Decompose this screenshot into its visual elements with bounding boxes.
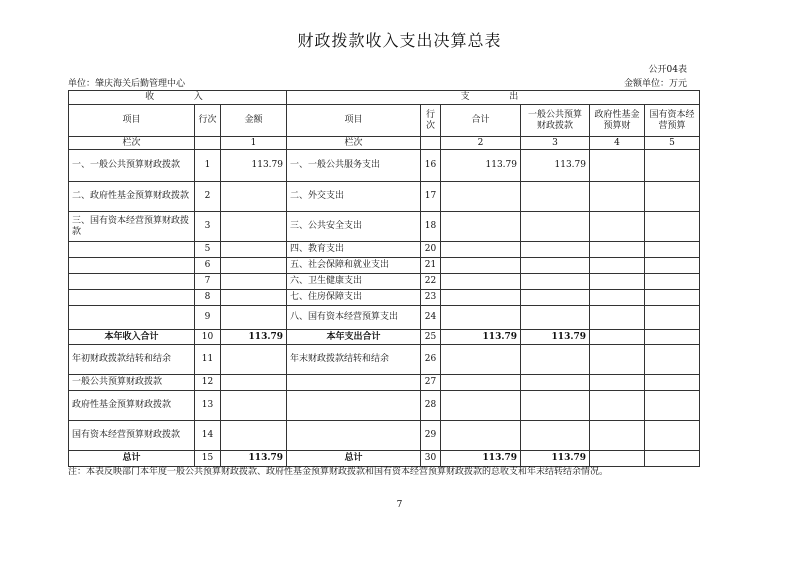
table-row xyxy=(69,306,700,330)
expense-row-no-cell: 30 xyxy=(421,451,441,467)
state-capital-amount-cell xyxy=(645,451,700,467)
expense-total-cell: 113.79 xyxy=(441,330,521,345)
income-item-cell xyxy=(69,306,195,330)
income-item-cell: 二、政府性基金预算财政拨款 xyxy=(69,182,195,212)
income-item-cell xyxy=(69,274,195,290)
expense-item-cell: 六、卫生健康支出 xyxy=(287,274,421,290)
expense-item-cell xyxy=(287,421,421,451)
column-index-label: 栏次 xyxy=(69,137,195,150)
expense-item-cell: 五、社会保障和就业支出 xyxy=(287,258,421,274)
fund-budget-amount-cell xyxy=(590,212,645,242)
expense-total-cell xyxy=(441,345,521,375)
income-amount-cell xyxy=(221,306,287,330)
general-budget-amount-cell xyxy=(521,421,590,451)
expense-total-cell xyxy=(441,391,521,421)
table-row xyxy=(69,330,700,345)
state-capital-amount-cell xyxy=(645,182,700,212)
general-budget-amount-cell xyxy=(521,375,590,391)
fund-budget-amount-cell xyxy=(590,290,645,306)
expense-row-no-cell: 28 xyxy=(421,391,441,421)
income-amount-cell xyxy=(221,290,287,306)
budget-summary-table xyxy=(68,90,700,467)
state-capital-amount-cell xyxy=(645,258,700,274)
fund-budget-amount-cell xyxy=(590,345,645,375)
income-row-no-cell: 9 xyxy=(195,306,221,330)
column-index-cell: 3 xyxy=(521,137,590,150)
income-row-no-cell: 13 xyxy=(195,391,221,421)
footnote: 注：本表反映部门本年度一般公共预算财政拨款、政府性基金预算财政拨款和国有资本经营预算财政拨款的总收支和年末结转结余情况。 xyxy=(68,467,609,477)
table-row xyxy=(69,150,700,182)
general-budget-amount-cell xyxy=(521,212,590,242)
income-item-cell: 国有资本经营预算财政拨款 xyxy=(69,421,195,451)
income-amount-cell xyxy=(221,345,287,375)
income-row-no-cell: 5 xyxy=(195,242,221,258)
general-budget-amount-cell xyxy=(521,274,590,290)
fund-budget-amount-cell xyxy=(590,375,645,391)
reporting-unit: 单位：肇庆海关后勤管理中心 xyxy=(68,79,186,89)
column-index-cell: 5 xyxy=(645,137,700,150)
expense-row-no-cell: 29 xyxy=(421,421,441,451)
income-item-header: 项目 xyxy=(69,105,195,137)
expense-row-no-cell: 26 xyxy=(421,345,441,375)
income-amount-cell xyxy=(221,274,287,290)
table-row xyxy=(69,421,700,451)
total-header: 合计 xyxy=(441,105,521,137)
column-index-row xyxy=(69,137,700,150)
income-amount-cell xyxy=(221,182,287,212)
income-row-no-cell: 7 xyxy=(195,274,221,290)
expense-item-header: 项目 xyxy=(287,105,421,137)
income-amount-cell xyxy=(221,375,287,391)
expense-item-cell: 年末财政拨款结转和结余 xyxy=(287,345,421,375)
expense-row-no-cell: 18 xyxy=(421,212,441,242)
general-budget-amount-cell xyxy=(521,258,590,274)
expense-item-cell: 二、外交支出 xyxy=(287,182,421,212)
expense-row-no-cell: 27 xyxy=(421,375,441,391)
income-row-no-cell: 6 xyxy=(195,258,221,274)
expense-total-cell xyxy=(441,242,521,258)
column-index-label: 栏次 xyxy=(287,137,421,150)
expense-total-cell xyxy=(441,375,521,391)
income-row-no-cell: 15 xyxy=(195,451,221,467)
column-index-cell: 1 xyxy=(221,137,287,150)
general-budget-amount-cell xyxy=(521,391,590,421)
amount-unit: 金额单位：万元 xyxy=(623,79,687,89)
expense-total-cell xyxy=(441,306,521,330)
expense-item-cell: 四、教育支出 xyxy=(287,242,421,258)
fund-budget-amount-cell xyxy=(590,330,645,345)
state-capital-amount-cell xyxy=(645,150,700,182)
expense-total-cell xyxy=(441,212,521,242)
expense-total-cell: 113.79 xyxy=(441,451,521,467)
income-item-cell: 一般公共预算财政拨款 xyxy=(69,375,195,391)
expense-item-cell: 本年支出合计 xyxy=(287,330,421,345)
general-budget-amount-cell xyxy=(521,345,590,375)
form-number: 公开04表 xyxy=(648,65,687,75)
state-capital-amount-cell xyxy=(645,330,700,345)
expense-section-header: 支 出 xyxy=(287,91,700,105)
table-row xyxy=(69,345,700,375)
table-row xyxy=(69,274,700,290)
fund-budget-amount-cell xyxy=(590,182,645,212)
general-budget-amount-cell: 113.79 xyxy=(521,451,590,467)
state-capital-header: 国有资本经营预算 xyxy=(645,105,700,137)
expense-total-cell: 113.79 xyxy=(441,150,521,182)
income-row-no-cell: 3 xyxy=(195,212,221,242)
general-budget-amount-cell xyxy=(521,242,590,258)
income-amount-cell: 113.79 xyxy=(221,451,287,467)
table-row xyxy=(69,182,700,212)
income-row-no-cell: 12 xyxy=(195,375,221,391)
income-amount-cell xyxy=(221,212,287,242)
expense-row-no-cell: 24 xyxy=(421,306,441,330)
section-header-row xyxy=(69,91,700,105)
fund-budget-amount-cell xyxy=(590,150,645,182)
table-row xyxy=(69,212,700,242)
column-header-row xyxy=(69,105,700,137)
expense-total-cell xyxy=(441,290,521,306)
expense-row-no-cell: 17 xyxy=(421,182,441,212)
general-budget-amount-cell: 113.79 xyxy=(521,150,590,182)
state-capital-amount-cell xyxy=(645,242,700,258)
expense-item-cell: 八、国有资本经营预算支出 xyxy=(287,306,421,330)
income-item-cell: 三、国有资本经营预算财政拨款 xyxy=(69,212,195,242)
general-budget-header: 一般公共预算财政拨款 xyxy=(521,105,590,137)
expense-row-no-cell: 23 xyxy=(421,290,441,306)
column-index-cell xyxy=(421,137,441,150)
fund-budget-amount-cell xyxy=(590,274,645,290)
income-amount-cell xyxy=(221,258,287,274)
state-capital-amount-cell xyxy=(645,212,700,242)
expense-row-no-cell: 25 xyxy=(421,330,441,345)
expense-row-no-header: 行次 xyxy=(421,105,441,137)
expense-total-cell xyxy=(441,274,521,290)
expense-item-cell xyxy=(287,391,421,421)
fund-budget-header: 政府性基金预算财 xyxy=(590,105,645,137)
table-row xyxy=(69,290,700,306)
general-budget-amount-cell: 113.79 xyxy=(521,330,590,345)
state-capital-amount-cell xyxy=(645,421,700,451)
income-row-no-cell: 10 xyxy=(195,330,221,345)
income-amount-cell: 113.79 xyxy=(221,150,287,182)
state-capital-amount-cell xyxy=(645,375,700,391)
income-row-no-cell: 8 xyxy=(195,290,221,306)
page-number: 7 xyxy=(396,500,403,510)
state-capital-amount-cell xyxy=(645,345,700,375)
fund-budget-amount-cell xyxy=(590,421,645,451)
expense-row-no-cell: 20 xyxy=(421,242,441,258)
income-amount-cell: 113.79 xyxy=(221,330,287,345)
expense-item-cell: 一、一般公共服务支出 xyxy=(287,150,421,182)
income-row-no-cell: 2 xyxy=(195,182,221,212)
income-item-cell xyxy=(69,258,195,274)
income-item-cell: 年初财政拨款结转和结余 xyxy=(69,345,195,375)
general-budget-amount-cell xyxy=(521,290,590,306)
expense-total-cell xyxy=(441,421,521,451)
expense-item-cell xyxy=(287,375,421,391)
state-capital-amount-cell xyxy=(645,306,700,330)
income-section-header: 收 入 xyxy=(69,91,287,105)
fund-budget-amount-cell xyxy=(590,258,645,274)
expense-row-no-cell: 16 xyxy=(421,150,441,182)
expense-total-cell xyxy=(441,258,521,274)
income-amount-cell xyxy=(221,242,287,258)
income-item-cell: 本年收入合计 xyxy=(69,330,195,345)
income-amount-cell xyxy=(221,391,287,421)
income-item-cell xyxy=(69,290,195,306)
income-item-cell: 政府性基金预算财政拨款 xyxy=(69,391,195,421)
income-row-no-cell: 14 xyxy=(195,421,221,451)
income-item-cell: 总计 xyxy=(69,451,195,467)
state-capital-amount-cell xyxy=(645,290,700,306)
column-index-cell: 2 xyxy=(441,137,521,150)
income-item-cell: 一、一般公共预算财政拨款 xyxy=(69,150,195,182)
state-capital-amount-cell xyxy=(645,391,700,421)
table-row xyxy=(69,375,700,391)
state-capital-amount-cell xyxy=(645,274,700,290)
column-index-cell: 4 xyxy=(590,137,645,150)
expense-row-no-cell: 22 xyxy=(421,274,441,290)
fund-budget-amount-cell xyxy=(590,306,645,330)
column-index-cell xyxy=(195,137,221,150)
table-row xyxy=(69,242,700,258)
income-row-no-cell: 11 xyxy=(195,345,221,375)
income-amount-cell xyxy=(221,421,287,451)
income-row-no-cell: 1 xyxy=(195,150,221,182)
expense-row-no-cell: 21 xyxy=(421,258,441,274)
document-title: 财政拨款收入支出决算总表 xyxy=(297,31,502,50)
table-row xyxy=(69,258,700,274)
income-item-cell xyxy=(69,242,195,258)
expense-total-cell xyxy=(441,182,521,212)
expense-item-cell: 总计 xyxy=(287,451,421,467)
fund-budget-amount-cell xyxy=(590,242,645,258)
general-budget-amount-cell xyxy=(521,182,590,212)
expense-item-cell: 三、公共安全支出 xyxy=(287,212,421,242)
fund-budget-amount-cell xyxy=(590,391,645,421)
income-row-no-header: 行次 xyxy=(195,105,221,137)
table-row xyxy=(69,391,700,421)
expense-item-cell: 七、住房保障支出 xyxy=(287,290,421,306)
income-amount-header: 金额 xyxy=(221,105,287,137)
general-budget-amount-cell xyxy=(521,306,590,330)
